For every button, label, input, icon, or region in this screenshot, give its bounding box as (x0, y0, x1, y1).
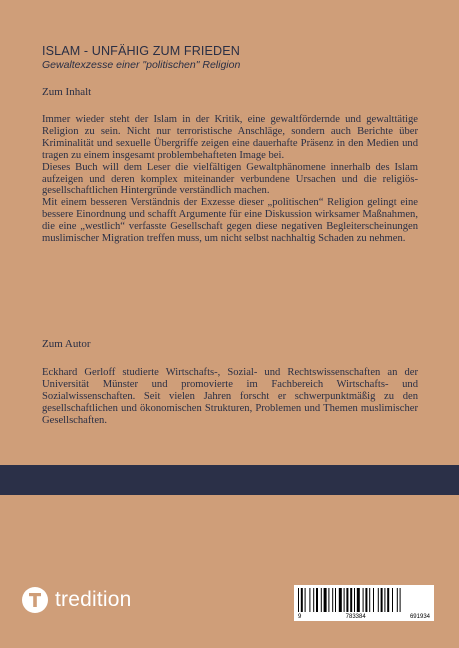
barcode-digit-group: 691934 (409, 614, 430, 620)
book-subtitle: Gewaltexzesse einer "politischen" Religion (42, 59, 241, 71)
autor-text (42, 367, 418, 427)
autor-paragraph: Eckhard Gerloff studierte Wirtschafts-, Sozial- und Rechtswissenschaften an der Universität Münster und promovierte im Fachbereich Wirtschafts- und Sozialwissenschaften. Seit vielen Jahren forscht er schwerpunktmäßig zu den gesellschaftlichen und ökonomischen Strukturen, Problemen und Themen muslimischer Gesellschaften. (42, 367, 418, 426)
inhalt-paragraph: Dieses Buch will dem Leser die vielfältigen Gewaltphänomene innerhalb des Islam aufzeigen und deren komplex miteinander verbundene Ursachen und die religiös-gesellschaftlichen Hintergründe verständlich machen. (42, 161, 418, 197)
inhalt-paragraph: Mit einem besseren Verständnis der Exzesse dieser „politischen“ Religion gelingt eine bessere Einordnung und schafft Argumente für eine Diskussion wirksamer Maßnahmen, die eine „westlich“ verfasste Gesellschaft gegen diese negativen Begleiterscheinungen muslimischer Migration treffen muss, um nicht selbst nachhaltig Schaden zu nehmen. (42, 197, 418, 245)
inhalt-text (42, 114, 418, 245)
barcode-digit-group: 9 (298, 614, 302, 620)
publisher-name: tredition (55, 588, 132, 611)
book-title: ISLAM - UNFÄHIG ZUM FRIEDEN (42, 44, 240, 58)
barcode-digits (298, 614, 430, 620)
isbn-barcode (294, 585, 434, 621)
barcode-bars (298, 588, 430, 612)
inhalt-heading: Zum Inhalt (42, 86, 92, 98)
tredition-t-icon (22, 587, 48, 613)
publisher-logo (22, 587, 132, 613)
decorative-band (0, 465, 459, 495)
inhalt-paragraph: Immer wieder steht der Islam in der Kritik, eine gewaltfördernde und gewalttätige Religion zu sein. Nicht nur terroristische Anschläge, sondern auch Berichte über Kriminalität und sexuelle Übergriffe zeigen eine dauerhafte Präsenz in den Medien und tragen zu einem insgesamt problembehafteten Image bei. (42, 114, 418, 161)
barcode-digit-group: 783384 (345, 614, 366, 620)
autor-heading: Zum Autor (42, 338, 91, 350)
